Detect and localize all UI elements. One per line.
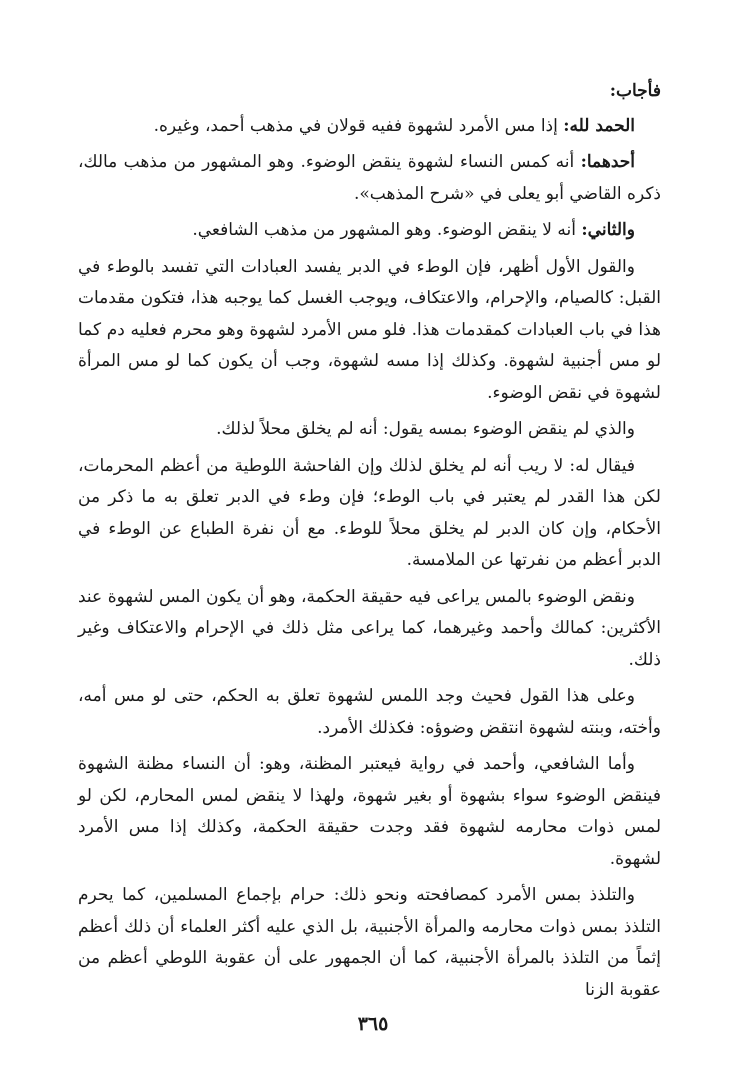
page-number: ٣٦٥ <box>357 1013 389 1035</box>
answer-heading: فأجاب: <box>609 81 661 101</box>
paragraph-text: أنه كمس النساء لشهوة ينقض الوضوء. وهو المشهور من مذهب مالك، ذكره القاضي أبو يعلى في «شرح المذهب». <box>78 152 661 204</box>
paragraph-8 <box>78 681 661 744</box>
page-body <box>78 76 661 1011</box>
paragraph-3 <box>78 215 661 247</box>
paragraph-text: وعلى هذا القول فحيث وجد اللمس لشهوة تعلق به الحكم، حتى لو مس أمه، وأخته، وبنته لشهوة انتقض وضوؤه: فكذلك الأمرد. <box>78 686 661 738</box>
paragraph-9 <box>78 749 661 875</box>
paragraph-text: فيقال له: لا ريب أنه لم يخلق لذلك وإن الفاحشة اللوطية من أعظم المحرمات، لكن هذا القدر لم يعتبر في باب الوطء؛ فإن وطء في الدبر تعلق به ما ذكر من الأحكام، وإن كان الدبر لم يخلق محلاً للوطء. مع أن نفرة الطباع عن الوطء في الدبر أعظم من نفرتها عن الملامسة. <box>78 455 661 570</box>
paragraph-text: والذي لم ينقض الوضوء بمسه يقول: أنه لم يخلق محلاً لذلك. <box>216 419 635 439</box>
paragraph-text: أنه لا ينقض الوضوء. وهو المشهور من مذهب الشافعي. <box>192 220 582 240</box>
paragraph-2 <box>78 147 661 210</box>
paragraph-10 <box>78 880 661 1006</box>
paragraph-lead: أحدهما: <box>580 152 635 172</box>
paragraph-text: والتلذذ بمس الأمرد كمصافحته ونحو ذلك: حرام بإجماع المسلمين، كما يحرم التلذذ بمس ذوات محارمه والمرأة الأجنبية، بل الذي عليه أكثر العلماء أن ذلك أعظم إثماً من التلذذ بالمرأة الأجنبية، كما أن الجمهور على أن عقوبة اللوطي أعظم من عقوبة الزنا <box>78 885 661 1000</box>
paragraph-1 <box>78 111 661 143</box>
paragraph-4 <box>78 252 661 410</box>
paragraph-text: والقول الأول أظهر، فإن الوطء في الدبر يفسد العبادات التي تفسد بالوطء في القبل: كالصيام، والإحرام، والاعتكاف، ويوجب الغسل كما يوجبه هذا، فتكون مقدمات هذا في باب العبادات كمقدمات هذا. فلو مس الأمرد لشهوة وهو محرم فعليه دم كما لو مس أجنبية لشهوة. وكذلك إذا مسه لشهوة، وجب أن يكون كما لو مس المرأة لشهوة في نقض الوضوء. <box>78 256 662 403</box>
paragraph-text: إذا مس الأمرد لشهوة ففيه قولان في مذهب أحمد، وغيره. <box>153 115 564 136</box>
paragraph-lead: والثاني: <box>581 220 635 240</box>
paragraph-lead: الحمد لله: <box>563 115 635 136</box>
paragraph-7 <box>78 582 661 677</box>
paragraph-6 <box>78 451 661 577</box>
paragraph-5 <box>78 414 661 446</box>
paragraph-text: ونقض الوضوء بالمس يراعى فيه حقيقة الحكمة، وهو أن يكون المس لشهوة عند الأكثرين: كمالك وأحمد وغيرهما، كما يراعى مثل ذلك في الإحرام والاعتكاف وغير ذلك. <box>78 586 661 670</box>
paragraph-text: وأما الشافعي، وأحمد في رواية فيعتبر المظنة، وهو: أن النساء مظنة الشهوة فينقض الوضوء سواء بشهوة أو بغير شهوة، ولهذا لا ينقض لمس المحارم، لكن لو لمس ذوات محارمه لشهوة فقد وجدت حقيقة الحكمة، وكذلك إذا مس الأمرد لشهوة. <box>78 754 661 869</box>
